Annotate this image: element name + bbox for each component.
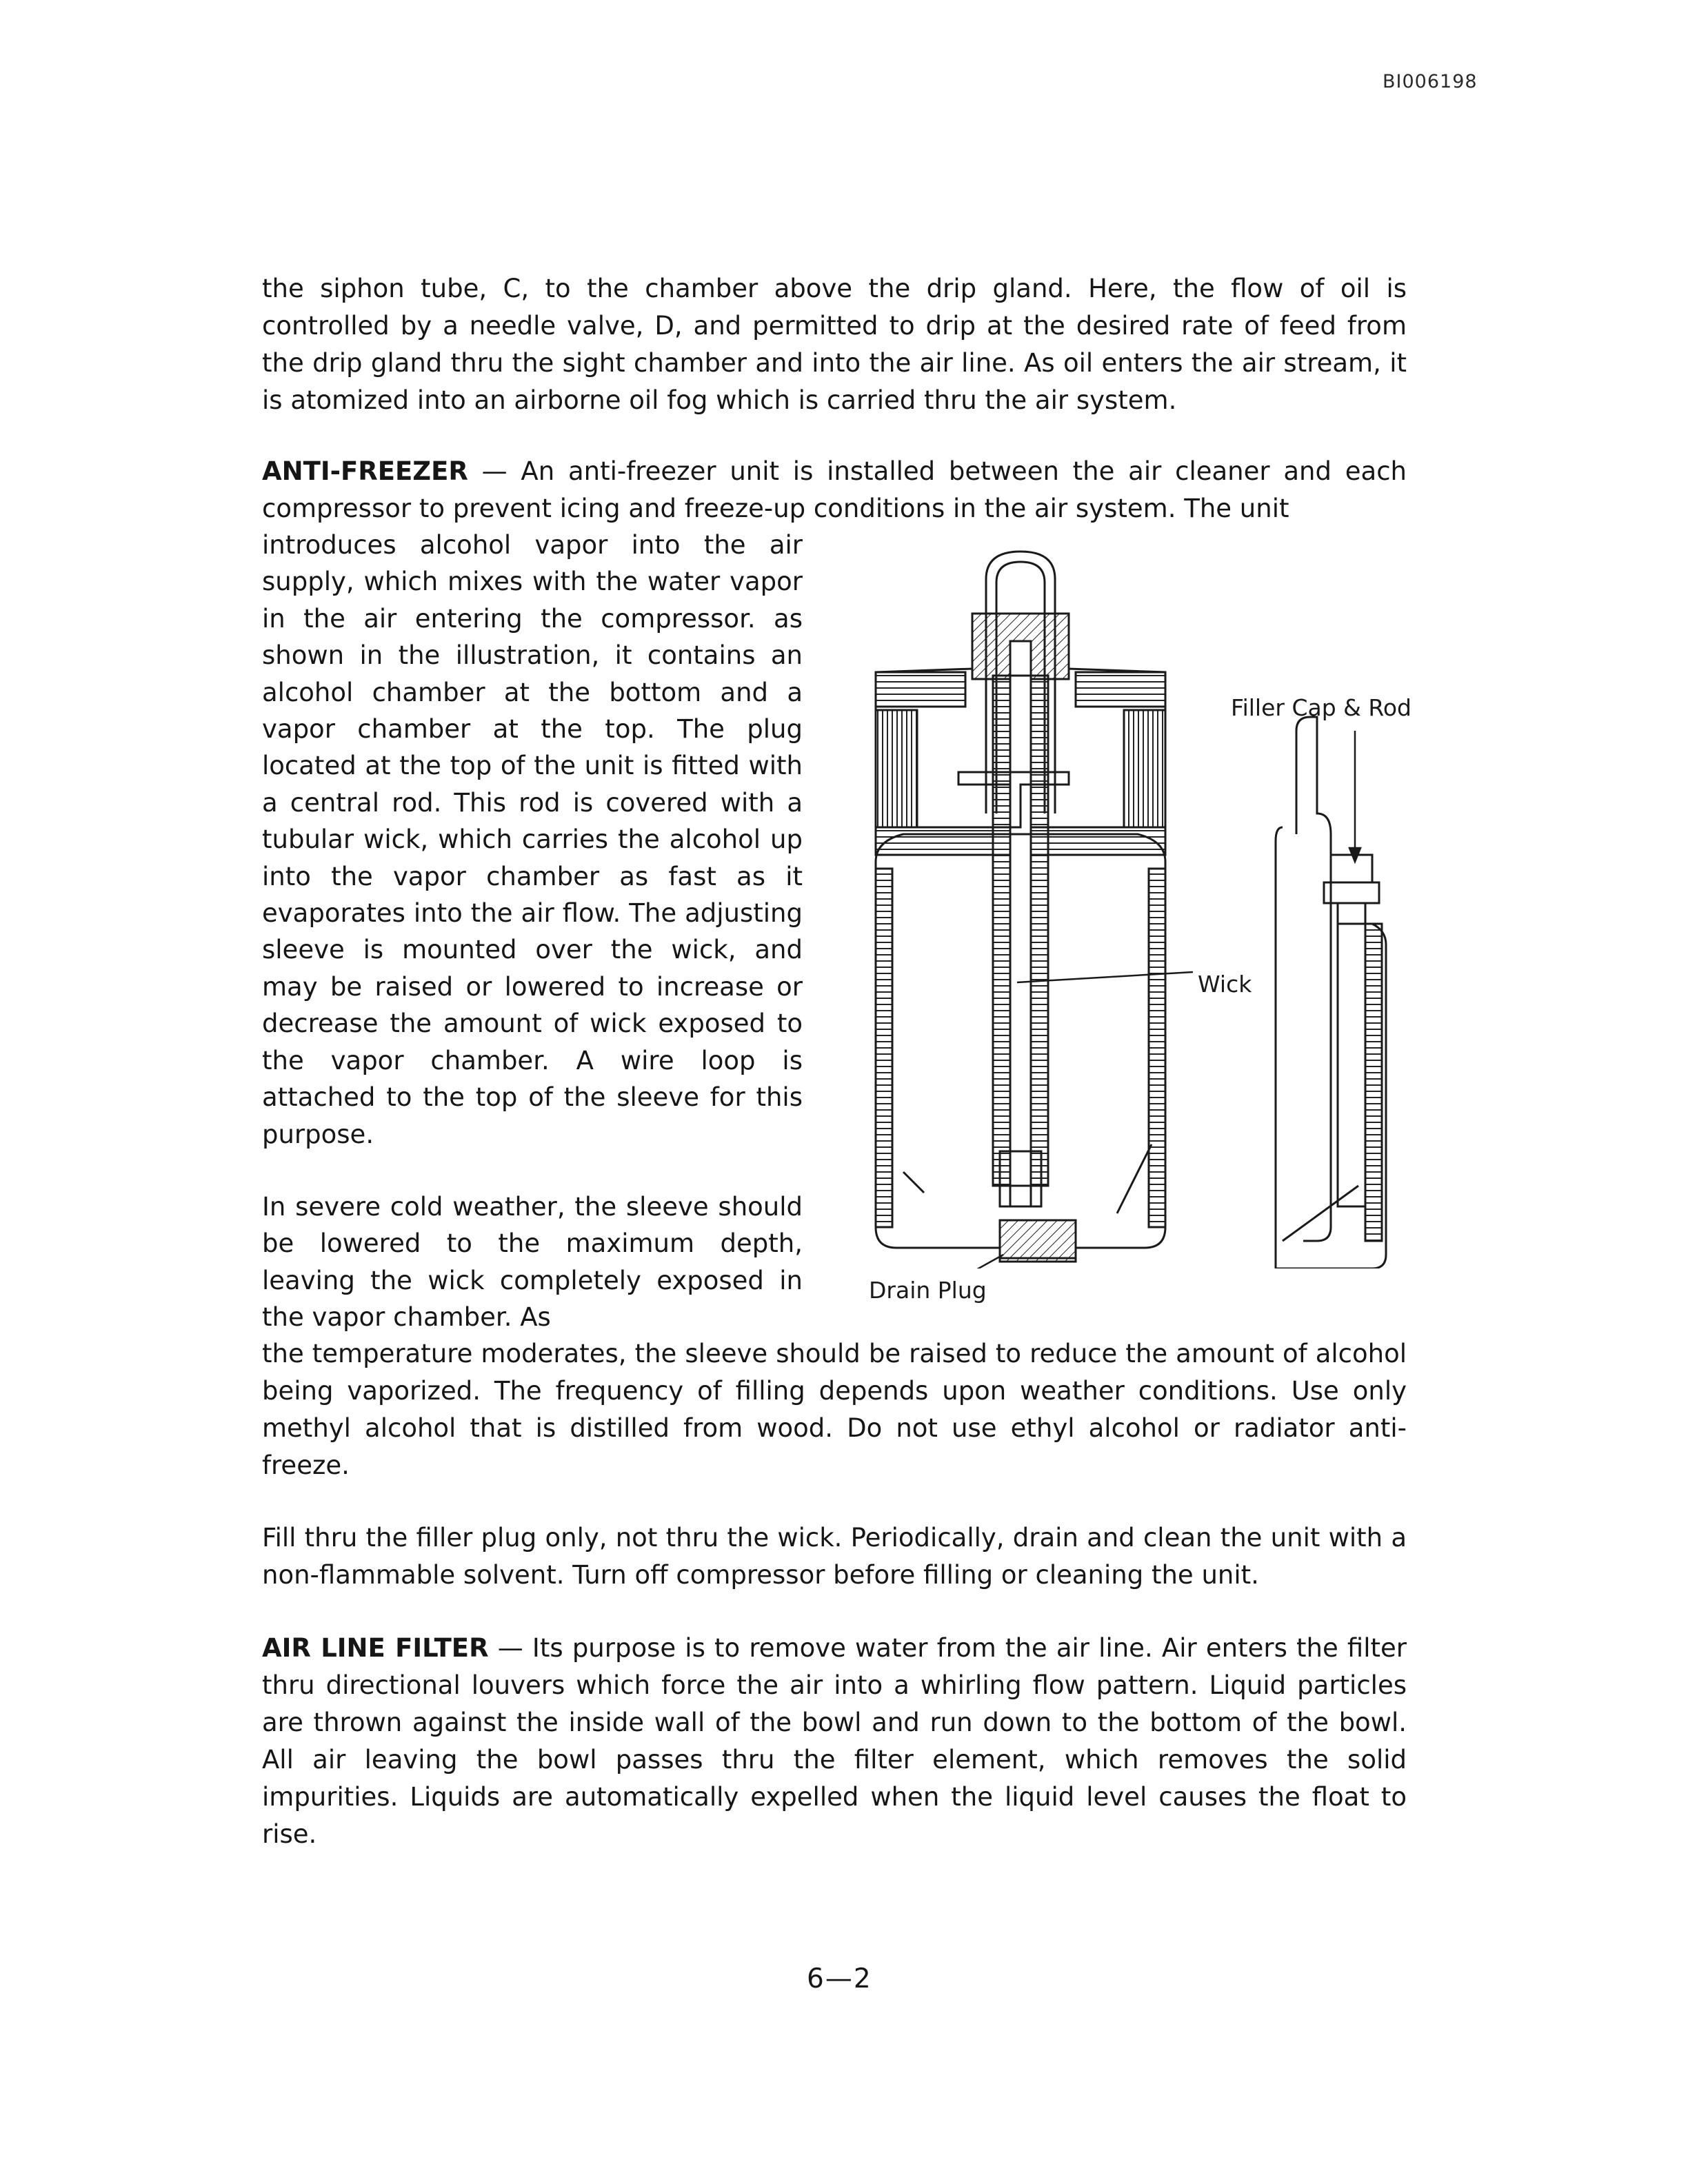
paragraph-cold-weather-column: In severe cold weather, the sleeve should be lowered to the maximum depth, leaving the wick completely exposed in the vapor chamber. As: [262, 1192, 803, 1333]
paragraph-siphon: the siphon tube, C, to the chamber above the drip gland. Here, the flow of oil is controlled by a needle valve, D, and permitted to drip at the desired rate of feed from the drip gland thru the sight chamber and into the air line. As oil enters the air stream, it is atomized into an airborne oil fog which is carried thru the air system.: [262, 274, 1407, 415]
drain-plug-leader: [972, 1255, 1003, 1268]
heading-anti-freezer: ANTI-FREEZER: [262, 456, 468, 486]
unit-cross-section: [876, 552, 1165, 1262]
filler-rod: [1338, 903, 1365, 1206]
heading-air-line-filter: AIR LINE FILTER: [262, 1633, 489, 1663]
label-filler-cap-rod: Filler Cap & Rod: [1231, 694, 1411, 721]
anti-freezer-intro-text: — An anti-freezer unit is installed between the air cleaner and each compressor to prevent icing and freeze-up conditions in the air system. The unit: [262, 456, 1407, 523]
paragraph-cold-weather-continued: the temperature moderates, the sleeve should be raised to reduce the amount of alcohol being vaporized. The frequency of filling depends upon weather conditions. Use only methyl alcohol that is distilled from wood. Do not use ethyl alcohol or radiator anti-freeze.: [262, 1339, 1407, 1480]
filler-cap: [1331, 855, 1372, 882]
page-number: 6—2: [807, 1963, 872, 1994]
drain-plug: [1000, 1220, 1076, 1262]
air-line-filter-text: — Its purpose is to remove water from the air line. Air enters the filter thru directional louvers which force the air into a whirling flow pattern. Liquid particles are thrown against the inside wall of the bowl and run down to the bottom of the bowl. All air leaving the bowl passes thru the filter element, which removes the solid impurities. Liquids are automatically expelled when the liquid level causes the float to rise.: [262, 1633, 1407, 1849]
document-id: BI006198: [1383, 71, 1478, 92]
filler-cap-detail: [1276, 717, 1386, 1268]
anti-freezer-diagram: [862, 538, 1414, 1268]
paragraph-anti-freezer-intro: [262, 453, 1407, 527]
label-wick: Wick: [1198, 971, 1252, 998]
label-drain-plug: Drain Plug: [869, 1277, 987, 1304]
paragraph-air-line-filter: [262, 1630, 1407, 1853]
paragraph-fill-instructions: Fill thru the filler plug only, not thru the wick. Periodically, drain and clean the unit with a non-flammable solvent. Turn off compressor before filling or cleaning the unit.: [262, 1523, 1407, 1590]
paragraph-anti-freezer-column: introduces alcohol vapor into the air supply, which mixes with the water vapor in the air entering the compressor. as shown in the illustration, it contains an alcohol chamber at the bottom and a vapor chamber at the top. The plug located at the top of the unit is fitted with a central rod. This rod is covered with a tubular wick, which carries the alcohol up into the vapor chamber as fast as it evaporates into the air flow. The adjusting sleeve is mounted over the wick, and may be raised or lowered to increase or decrease the amount of wick exposed to the vapor chamber. A wire loop is attached to the top of the sleeve for this purpose.: [262, 530, 803, 1149]
